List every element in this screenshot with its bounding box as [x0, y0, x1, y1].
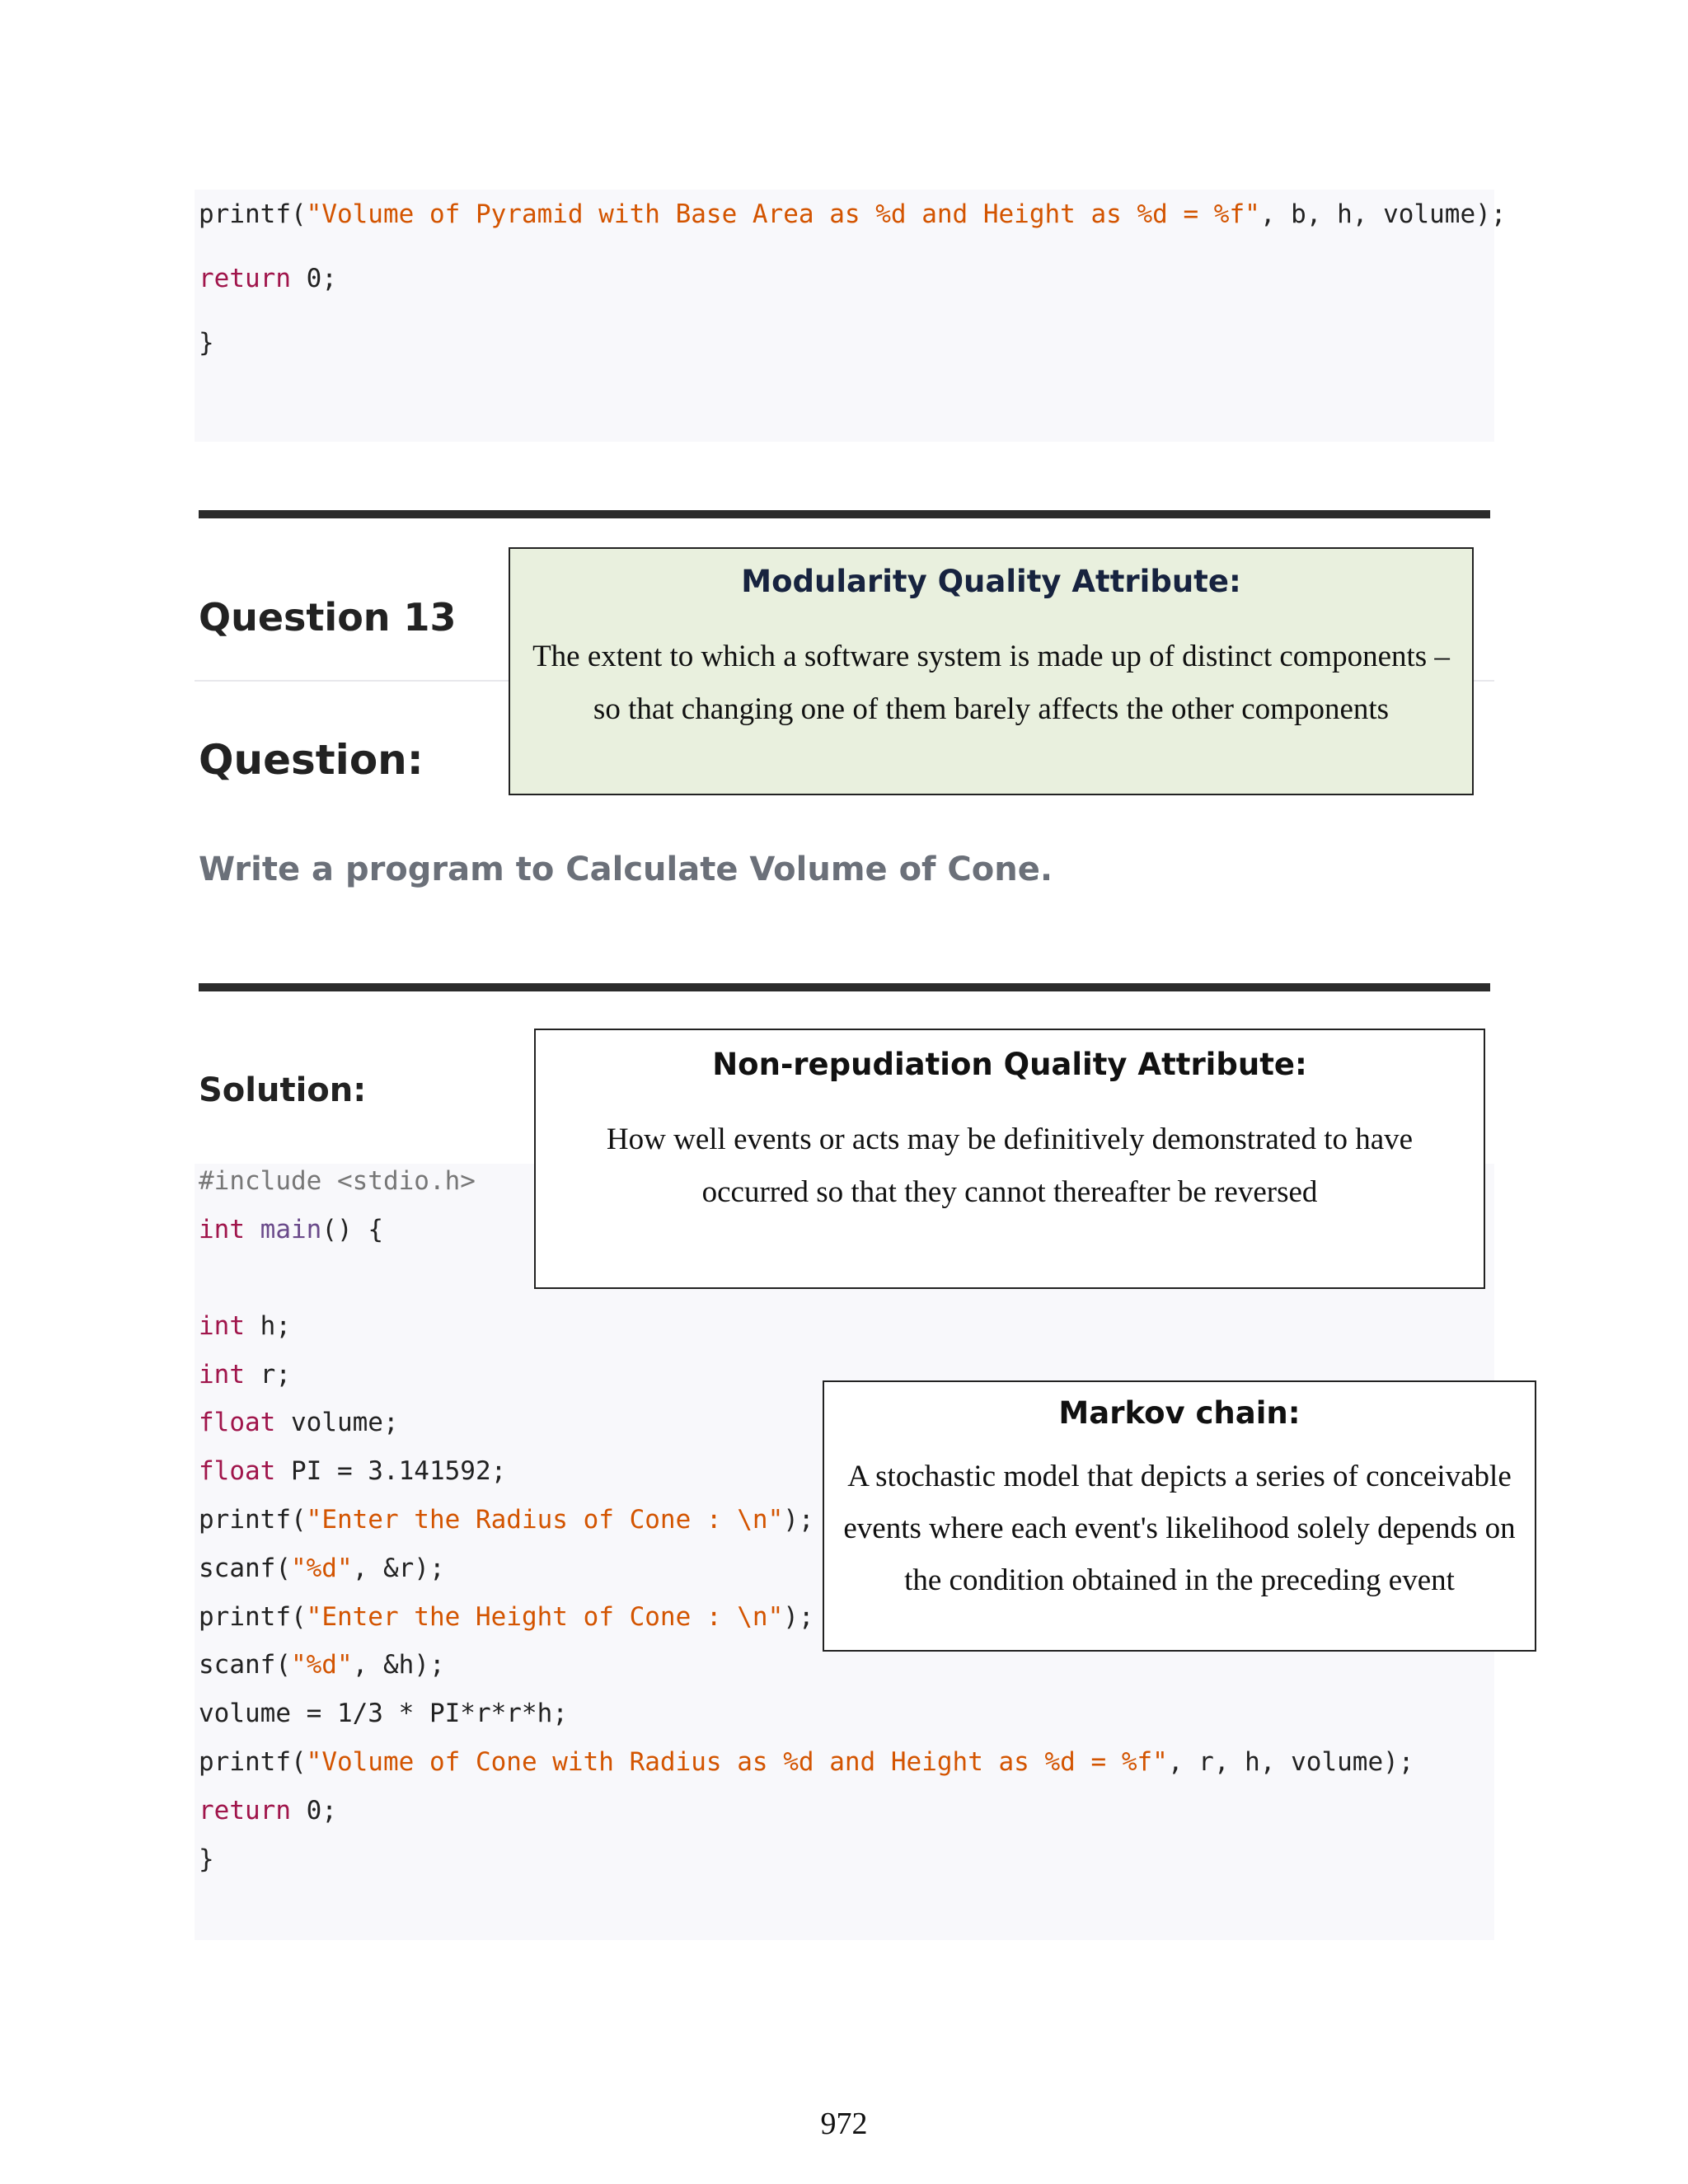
- code-line-int-r: int r;: [199, 1360, 291, 1390]
- code-line-main: int main() {: [199, 1215, 383, 1244]
- modularity-definition-box: [509, 547, 1474, 795]
- code-line-scanf-h: scanf("%d", &h);: [199, 1650, 445, 1680]
- code-line-printf-pyramid: printf("Volume of Pyramid with Base Area as %d and Height as %d = %f", b, h, volume);: [199, 199, 1507, 229]
- divider-rule: [199, 983, 1490, 991]
- code-line-printf-height: printf("Enter the Height of Cone : \n");: [199, 1602, 814, 1632]
- modularity-line-1: The extent to which a software system is made up of distinct components –: [532, 640, 1450, 673]
- markov-chain-title: Markov chain:: [1058, 1395, 1301, 1431]
- code-line-close-brace: }: [199, 1844, 214, 1874]
- code-line-return: return 0;: [199, 264, 337, 293]
- code-line-float-pi: float PI = 3.141592;: [199, 1456, 507, 1486]
- modularity-line-2: so that changing one of them barely affects the other components: [593, 692, 1390, 726]
- code-line-return: return 0;: [199, 1796, 337, 1825]
- markov-chain-line-2: events where each event's likelihood solely depends on: [843, 1511, 1516, 1545]
- non-repudiation-line-1: How well events or acts may be definitively demonstrated to have: [606, 1122, 1414, 1156]
- solution-label: Solution:: [199, 1071, 367, 1109]
- code-line-printf-result: printf("Volume of Cone with Radius as %d and Height as %d = %f", r, h, volume);: [199, 1747, 1414, 1777]
- non-repudiation-title: Non-repudiation Quality Attribute:: [712, 1047, 1307, 1082]
- question-text: Write a program to Calculate Volume of Cone.: [199, 851, 1053, 888]
- code-line-scanf-r: scanf("%d", &r);: [199, 1554, 445, 1583]
- non-repudiation-definition-box: [534, 1029, 1485, 1289]
- question-number-heading: Question 13: [199, 595, 457, 640]
- markov-chain-definition-box: [823, 1380, 1536, 1652]
- code-line-int-h: int h;: [199, 1311, 291, 1341]
- divider-rule: [199, 510, 1490, 518]
- code-line-volume-calc: volume = 1/3 * PI*r*r*h;: [199, 1699, 568, 1728]
- non-repudiation-line-2: occurred so that they cannot thereafter be reversed: [701, 1175, 1318, 1209]
- markov-chain-line-3: the condition obtained in the preceding event: [904, 1563, 1455, 1597]
- page-number: 972: [820, 2107, 868, 2141]
- code-line-include: #include <stdio.h>: [199, 1166, 476, 1196]
- code-line-printf-radius: printf("Enter the Radius of Cone : \n");: [199, 1505, 814, 1535]
- modularity-title: Modularity Quality Attribute:: [741, 564, 1241, 599]
- code-line-float-volume: float volume;: [199, 1408, 399, 1437]
- question-label-heading: Question:: [199, 736, 424, 784]
- code-line-close-brace: }: [199, 328, 214, 358]
- markov-chain-line-1: A stochastic model that depicts a series of conceivable: [847, 1460, 1512, 1493]
